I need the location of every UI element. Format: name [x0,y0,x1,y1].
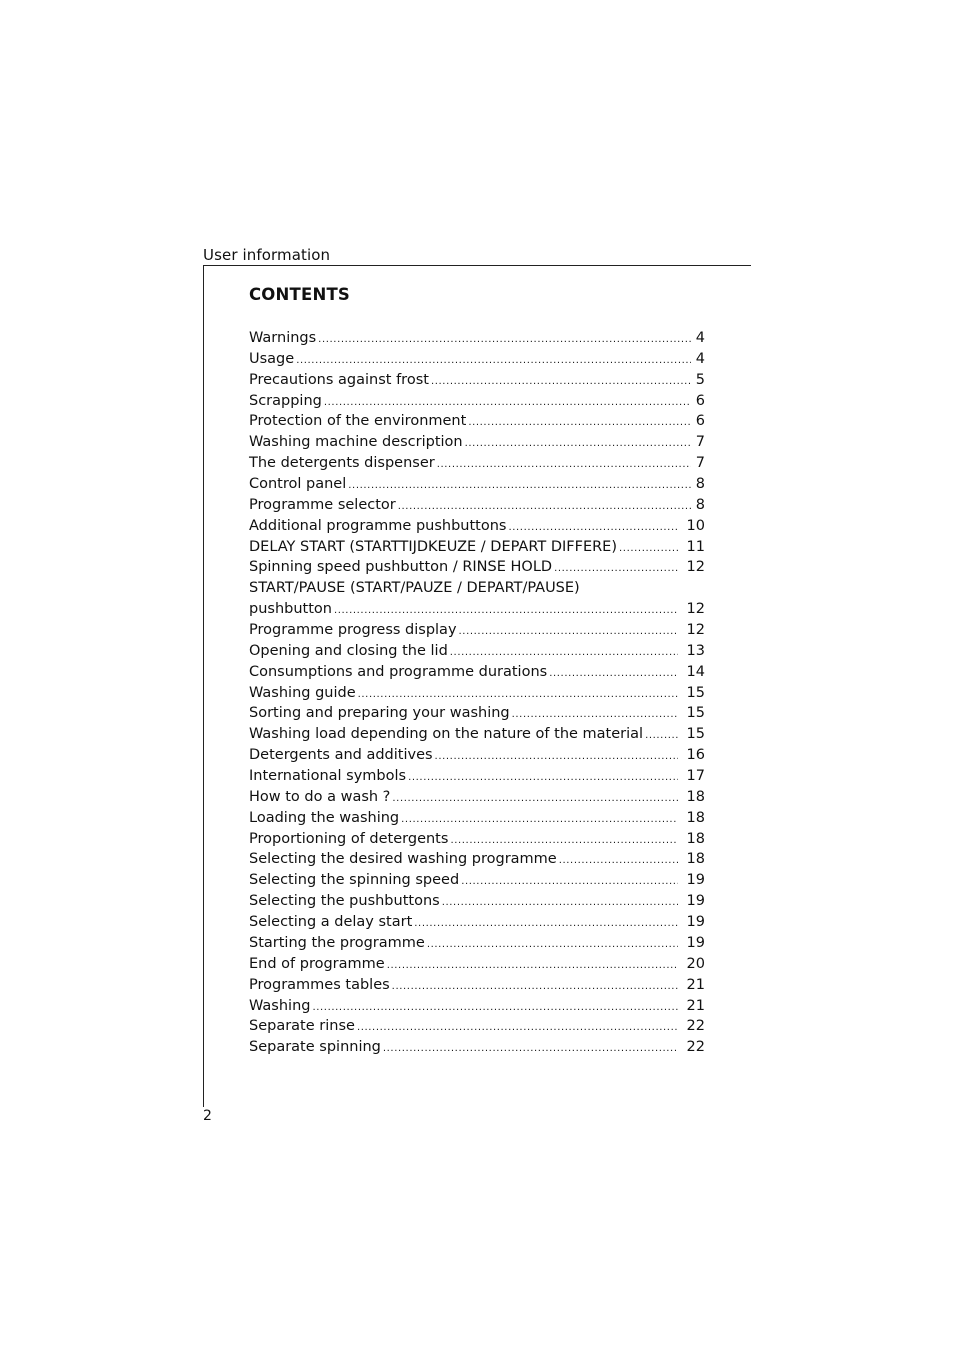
toc-entry-title: Starting the programme [249,934,425,951]
toc-entry-page: 19 [686,872,705,889]
contents-title: CONTENTS [249,285,351,304]
toc-entry-title: Selecting the spinning speed [249,872,460,889]
toc-entry-page: 7 [695,455,705,472]
toc-dot-leader [450,831,678,851]
toc-dot-leader [554,559,678,579]
toc-entry-page: 19 [686,893,705,910]
toc-entry [249,474,705,495]
toc-entry-page: 14 [686,663,705,680]
toc-entry [249,391,705,412]
toc-entry [249,891,705,912]
toc-entry [249,703,705,724]
toc-entry-page: 22 [686,1018,705,1035]
toc-dot-leader [357,1018,678,1038]
toc-entry-page: 18 [686,830,705,847]
toc-entry-page: 15 [686,705,705,722]
toc-entry-page: 19 [686,934,705,951]
toc-entry [249,620,705,641]
toc-entry-title: Consumptions and programme durations [249,663,548,680]
table-of-contents [249,328,705,1058]
toc-entry-title: Separate rinse [249,1018,355,1035]
toc-entry-title: Washing machine description [249,434,463,451]
toc-entry-title: Washing load depending on the nature of the material [249,726,644,743]
toc-entry-page: 4 [695,330,705,346]
toc-entry [249,849,705,870]
toc-entry-page: 19 [686,914,705,931]
toc-entry-title: Washing guide [249,684,356,701]
toc-entry [249,328,705,349]
toc-entry [249,516,705,537]
toc-entry [249,432,705,453]
toc-entry-title: Precautions against frost [249,371,429,388]
toc-entry-page: 21 [686,976,705,993]
toc-entry-title: Programmes tables [249,976,390,993]
section-header: User information [203,246,331,264]
toc-entry-title: Warnings [249,330,317,346]
toc-entry [249,829,705,850]
toc-entry-page: 20 [686,955,705,972]
toc-entry [249,370,705,391]
toc-entry [249,641,705,662]
toc-entry-title: Scrapping [249,392,322,409]
toc-entry-title: Additional programme pushbuttons [249,517,507,534]
toc-entry-title: Opening and closing the lid [249,642,448,659]
toc-entry [249,557,705,578]
toc-entry-page: 17 [686,768,705,785]
toc-entry-title: Protection of the environment [249,413,467,430]
toc-dot-leader [387,956,678,976]
toc-dot-leader [398,497,691,517]
toc-dot-leader [459,622,678,642]
toc-entry [249,766,705,787]
toc-entry-title: The detergents dispenser [249,455,435,472]
margin-rule [203,265,204,1107]
toc-dot-leader [296,351,691,371]
toc-dot-leader [559,851,678,871]
toc-entry [249,870,705,891]
toc-dot-leader [435,747,678,767]
toc-dot-leader [401,810,678,830]
toc-entry [249,975,705,996]
toc-entry [249,411,705,432]
toc-dot-leader [512,705,678,725]
toc-entry-title: pushbutton [249,601,332,618]
toc-dot-leader [619,539,678,559]
toc-dot-leader [324,393,691,413]
toc-dot-leader [645,726,678,746]
toc-entry-page: 18 [686,809,705,826]
toc-entry-page: 8 [695,476,705,493]
toc-entry-page: 5 [695,371,705,388]
toc-entry-page: 11 [686,538,705,555]
toc-entry-title: Programme selector [249,496,396,513]
toc-dot-leader [461,872,678,892]
toc-entry-page: 16 [686,747,705,764]
toc-dot-leader [392,789,678,809]
toc-entry-title: Selecting the desired washing programme [249,851,557,868]
toc-entry [249,453,705,474]
toc-dot-leader [450,643,678,663]
toc-entry-page: 12 [686,622,705,639]
toc-dot-leader [312,998,678,1018]
toc-entry [249,996,705,1017]
toc-dot-leader [437,455,691,475]
toc-entry-page: 4 [695,350,705,367]
toc-entry-title: International symbols [249,768,407,785]
toc-entry [249,662,705,683]
toc-entry-title: Usage [249,350,295,367]
toc-entry-page: 18 [686,788,705,805]
toc-entry-title: Selecting a delay start [249,914,413,931]
toc-entry-page: 15 [686,684,705,701]
toc-entry-title: Selecting the pushbuttons [249,893,440,910]
toc-entry [249,912,705,933]
toc-entry-title: Control panel [249,476,347,493]
toc-dot-leader [383,1039,678,1059]
toc-entry-page: 22 [686,1039,705,1056]
toc-dot-leader [414,914,678,934]
toc-dot-leader [427,935,678,955]
toc-entry [249,537,705,558]
toc-entry-title: Sorting and preparing your washing [249,705,510,722]
toc-entry [249,578,705,599]
toc-entry-title: Separate spinning [249,1039,381,1056]
page-number: 2 [203,1108,212,1124]
toc-entry [249,1016,705,1037]
toc-entry-title: Spinning speed pushbutton / RINSE HOLD [249,559,553,576]
toc-entry [249,787,705,808]
toc-dot-leader [348,476,691,496]
toc-entry-title: START/PAUSE (START/PAUZE / DEPART/PAUSE) [249,580,580,597]
toc-entry-page: 6 [695,392,705,409]
toc-entry-title: Detergents and additives [249,747,433,764]
toc-entry-page: 18 [686,851,705,868]
toc-entry-title: Washing [249,997,311,1014]
toc-entry-title: End of programme [249,955,385,972]
toc-entry [249,724,705,745]
toc-entry [249,954,705,975]
toc-entry-page: 10 [686,517,705,534]
toc-entry-title: Loading the washing [249,809,400,826]
toc-entry-title: DELAY START (STARTTIJDKEUZE / DEPART DIFFERE) [249,538,618,555]
toc-dot-leader [408,768,678,788]
toc-entry [249,745,705,766]
toc-entry-title: Programme progress display [249,622,457,639]
toc-dot-leader [465,434,691,454]
toc-entry-title: How to do a wash ? [249,788,391,805]
toc-entry-page: 12 [686,559,705,576]
toc-dot-leader [392,977,678,997]
toc-entry-page: 15 [686,726,705,743]
toc-entry-page: 13 [686,642,705,659]
toc-entry [249,349,705,370]
toc-entry-title: Proportioning of detergents [249,830,449,847]
toc-entry-page: 12 [686,601,705,618]
toc-entry [249,933,705,954]
toc-dot-leader [549,664,678,684]
toc-dot-leader [468,413,691,433]
toc-entry [249,808,705,829]
toc-entry [249,495,705,516]
toc-dot-leader [431,372,691,392]
toc-dot-leader [334,601,678,621]
toc-entry-page: 6 [695,413,705,430]
header-rule [203,265,751,266]
toc-dot-leader [318,330,691,350]
toc-entry-page: 8 [695,496,705,513]
toc-entry [249,683,705,704]
toc-dot-leader [442,893,678,913]
toc-entry-page: 21 [686,997,705,1014]
toc-entry [249,599,705,620]
toc-entry-page: 7 [695,434,705,451]
toc-entry [249,1037,705,1058]
toc-dot-leader [508,518,678,538]
toc-dot-leader [358,685,678,705]
